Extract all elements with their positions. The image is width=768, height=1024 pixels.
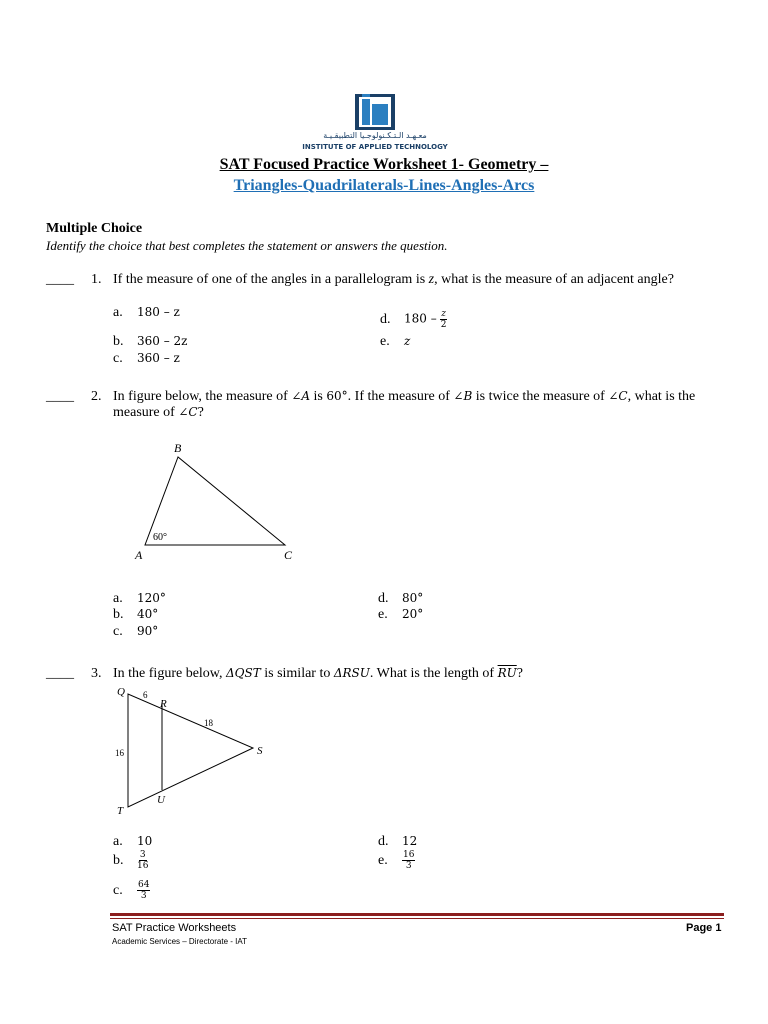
page-number: Page 1 bbox=[686, 922, 722, 934]
choice-d[interactable]: d. 80° bbox=[378, 591, 424, 606]
section-heading: Multiple Choice bbox=[46, 221, 143, 236]
question-number: 3. bbox=[91, 666, 102, 681]
choice-a[interactable]: a. 120° bbox=[113, 591, 166, 606]
choice-b[interactable]: b. $\frac{3}{16}$ bbox=[113, 850, 149, 871]
vertex-label-s: S bbox=[257, 745, 263, 757]
choice-a[interactable]: a. 180 – z bbox=[113, 305, 180, 320]
choice-c[interactable]: c. 90° bbox=[113, 624, 159, 639]
footer-subtitle: Academic Services – Directorate - IAT bbox=[112, 937, 248, 946]
vertex-label-t: T bbox=[117, 805, 124, 817]
question-text: In figure below, the measure of ∠A is 60°. If the measure of ∠B is twice the measure of ∠C, what is the bbox=[113, 389, 696, 404]
triangle-abc-figure bbox=[125, 440, 305, 570]
vertex-label-q: Q bbox=[117, 686, 125, 698]
question-text: If the measure of one of the angles in a parallelogram is z, what is the measure of an adjacent angle? bbox=[113, 272, 674, 287]
page-subtitle: Triangles-Quadrilaterals-Lines-Angles-Arcs bbox=[233, 177, 535, 194]
fraction: $\frac{z}{2}$ bbox=[440, 309, 447, 330]
logo-english-text: INSTITUTE OF APPLIED TECHNOLOGY bbox=[302, 143, 448, 151]
fraction: $\frac{64}{3}$ bbox=[138, 880, 150, 901]
choice-d[interactable]: d. 180 – $\frac{z}{2}$ bbox=[380, 309, 447, 330]
answer-blank[interactable]: ____ bbox=[46, 666, 74, 681]
vertex-label-c: C bbox=[284, 548, 293, 562]
footer-title: SAT Practice Worksheets bbox=[112, 922, 237, 934]
choice-d[interactable]: d. 12 bbox=[378, 834, 418, 849]
section-instructions: Identify the choice that best completes the statement or answers the question. bbox=[46, 238, 448, 253]
question-text: In the figure below, ΔQST is similar to ΔRSU. What is the length of $\overline{RU}$? bbox=[113, 666, 523, 681]
segment-label-qr: 6 bbox=[143, 690, 148, 700]
choice-e[interactable]: e. 20° bbox=[378, 607, 424, 622]
institute-logo bbox=[355, 94, 395, 130]
choice-a[interactable]: a. 10 bbox=[113, 834, 153, 849]
fraction: $\frac{16}{3}$ bbox=[403, 850, 415, 871]
fraction: $\frac{3}{16}$ bbox=[137, 850, 149, 871]
answer-blank[interactable]: ____ bbox=[46, 389, 74, 404]
logo-arabic-text: معـهـد الـتـكـنولوجـيا التطبيقـيـة bbox=[323, 131, 427, 140]
question-number: 2. bbox=[91, 389, 102, 404]
footer-rule bbox=[110, 913, 724, 916]
page-title: SAT Focused Practice Worksheet 1- Geometry – bbox=[219, 156, 549, 173]
choice-b[interactable]: b. 40° bbox=[113, 607, 159, 622]
choice-c[interactable]: c. 360 – z bbox=[113, 351, 180, 366]
answer-blank[interactable]: ____ bbox=[46, 272, 74, 287]
angle-label: 60° bbox=[153, 532, 167, 543]
segment-label-qt: 16 bbox=[115, 748, 124, 758]
vertex-label-u: U bbox=[157, 794, 165, 806]
vertex-label-b: B bbox=[174, 441, 182, 455]
footer-rule-thin bbox=[110, 918, 724, 919]
choice-b[interactable]: b. 360 – 2z bbox=[113, 334, 188, 349]
logo-mark-icon bbox=[355, 94, 395, 130]
vertex-label-r: R bbox=[160, 698, 167, 710]
similar-triangles-figure bbox=[110, 684, 270, 819]
question-text-line2: measure of ∠C? bbox=[113, 405, 204, 420]
choice-e[interactable]: e. z bbox=[380, 334, 411, 349]
vertex-label-a: A bbox=[135, 548, 143, 562]
segment-label-rs: 18 bbox=[204, 718, 213, 728]
question-number: 1. bbox=[91, 272, 102, 287]
choice-e[interactable]: e. $\frac{16}{3}$ bbox=[378, 850, 415, 871]
choice-c[interactable]: c. $\frac{64}{3}$ bbox=[113, 880, 150, 901]
